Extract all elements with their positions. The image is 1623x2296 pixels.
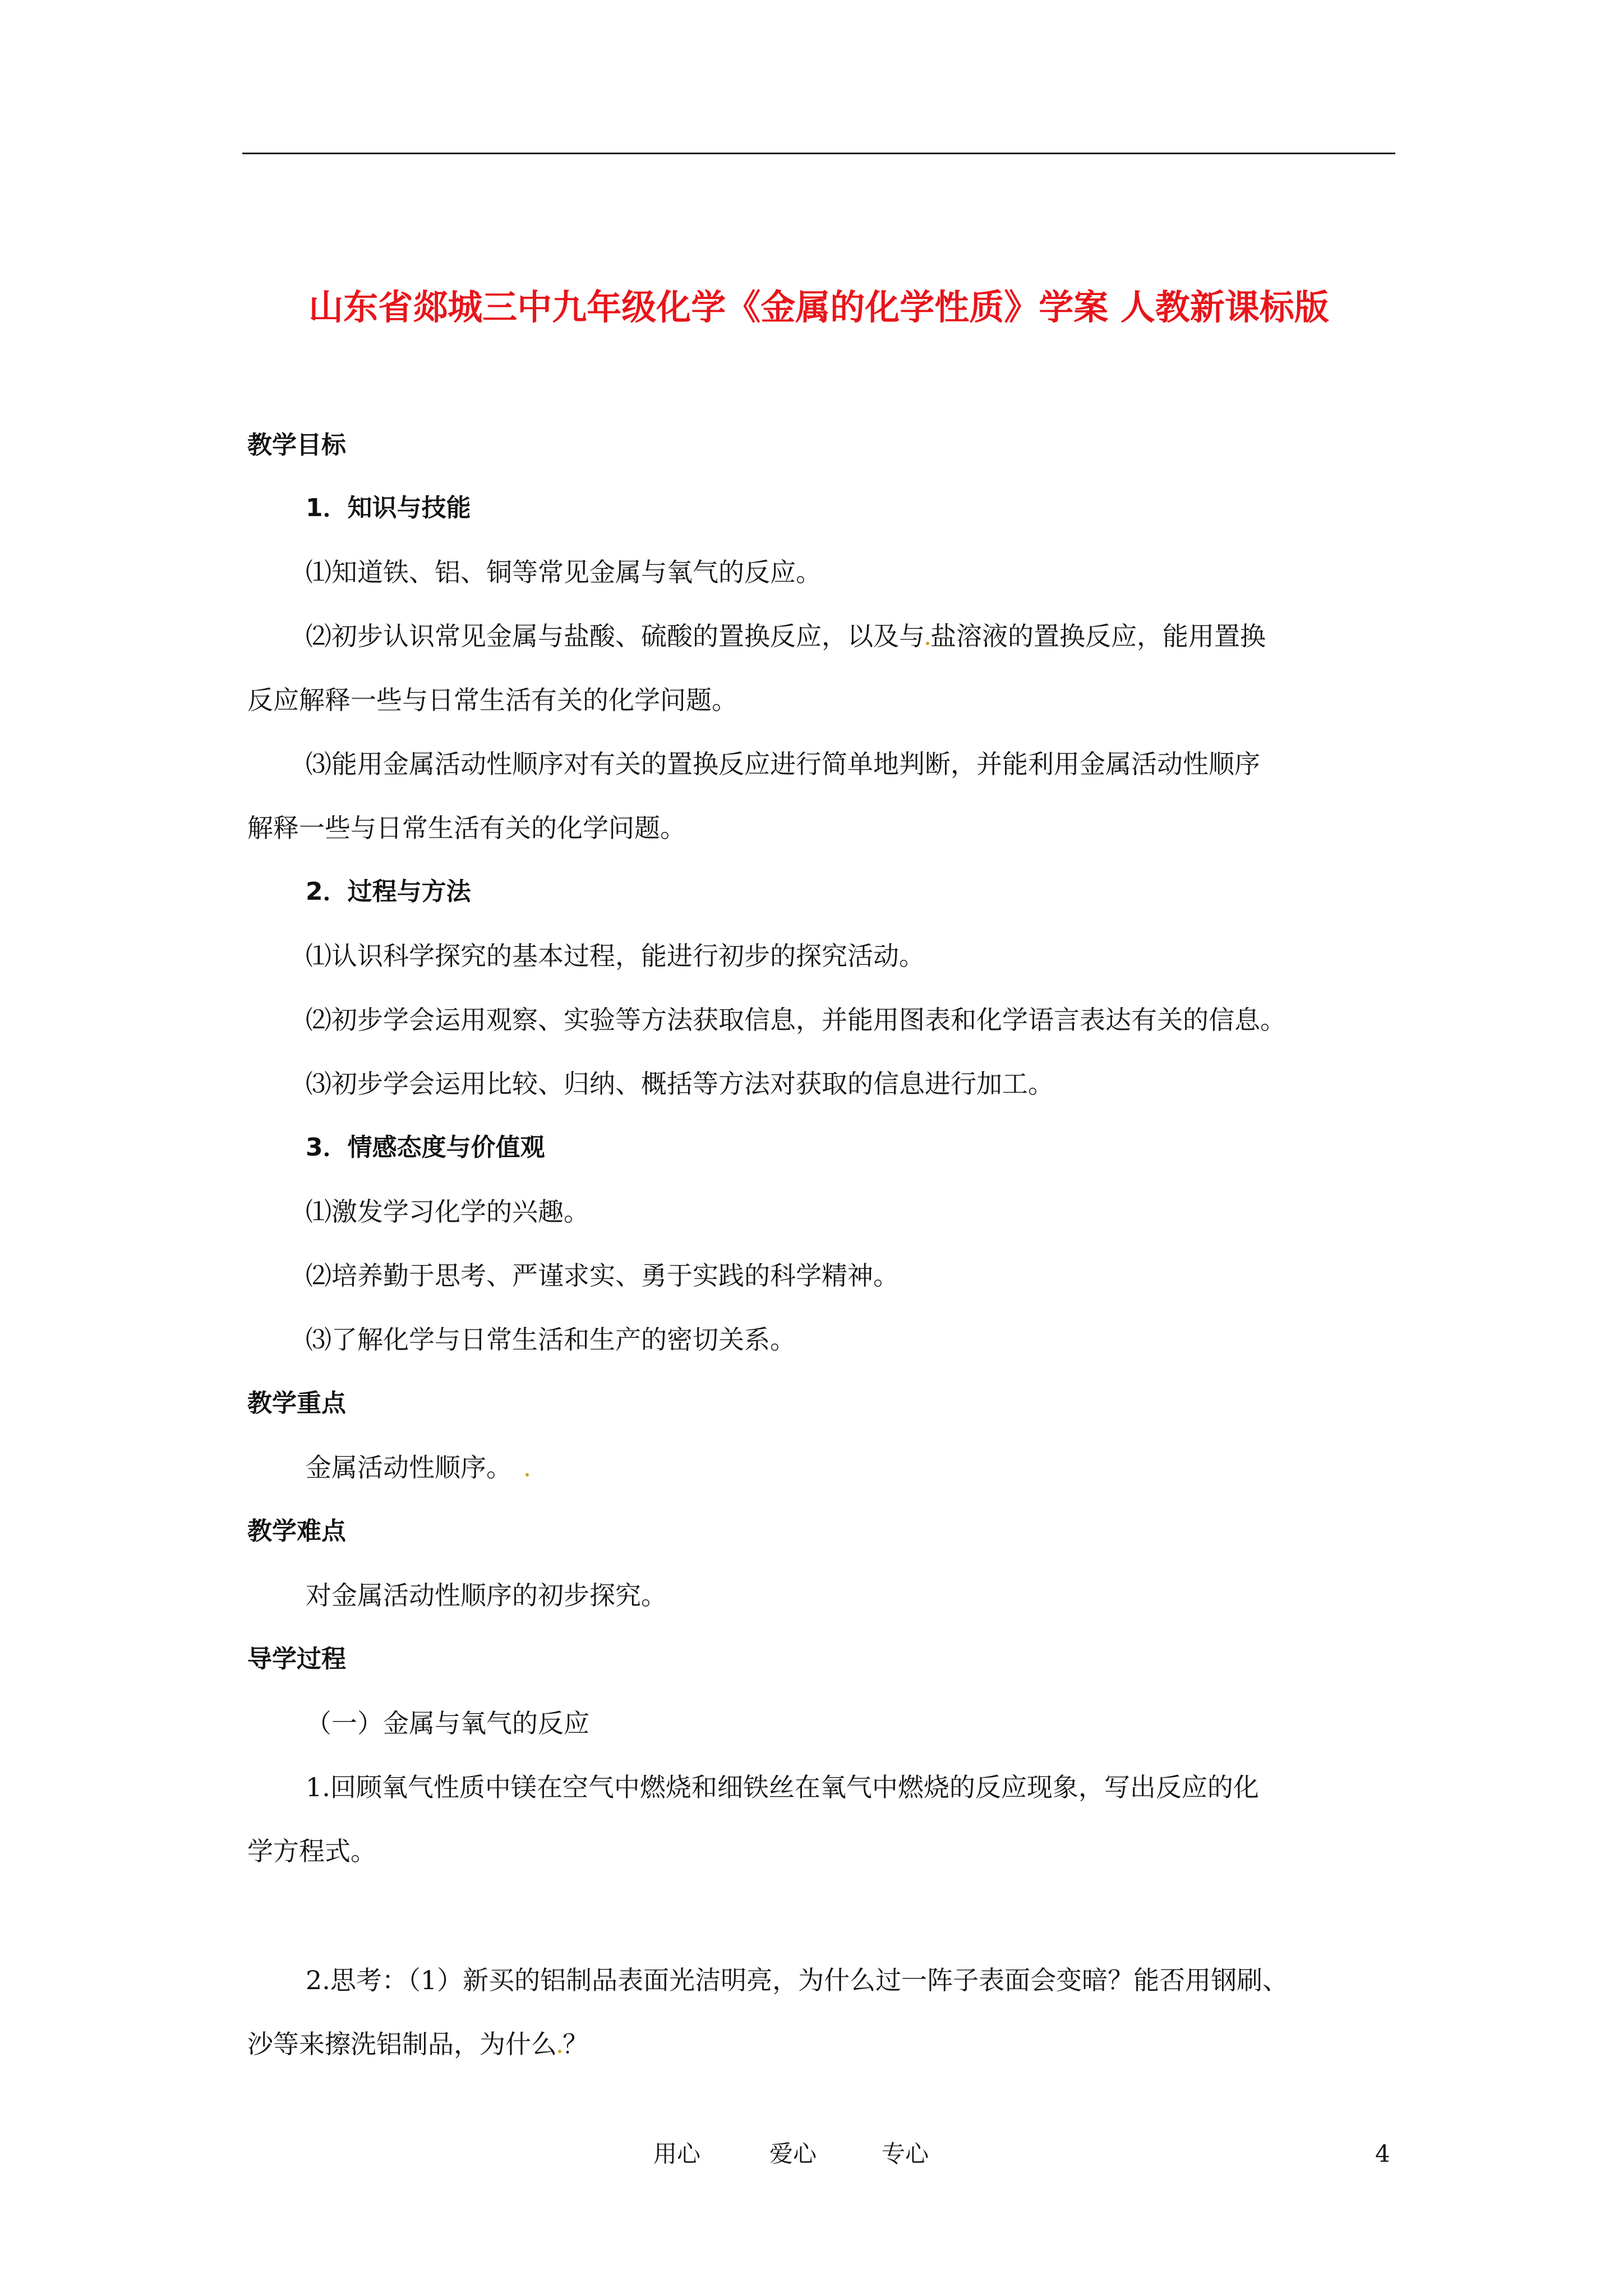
process-item-2: ⑵初步学会运用观察、实验等方法获取信息，并能用图表和化学语言表达有关的信息。 <box>306 1005 1286 1035</box>
heading-knowledge: 1．知识与技能 <box>306 494 471 522</box>
heading-process: 2．过程与方法 <box>306 877 471 906</box>
difficulty-text: 对金属活动性顺序的初步探究。 <box>306 1580 667 1611</box>
knowledge-item-2-continued: 反应解释一些与日常生活有关的化学问题。 <box>247 685 737 715</box>
heading-key-point: 教学重点 <box>247 1389 346 1418</box>
footer-motto-1: 用心 <box>653 2140 701 2168</box>
guide-question-2-continued <box>247 2027 588 2061</box>
document-title: 山东省郯城三中九年级化学《金属的化学性质》学案 人教新课标版 <box>308 287 1329 328</box>
knowledge-item-1: ⑴知道铁、铝、铜等常见金属与氧气的反应。 <box>306 557 822 587</box>
heading-objectives: 教学目标 <box>247 431 346 459</box>
knowledge-item-2 <box>306 619 1266 653</box>
guide-question-1: 1.回顾氧气性质中镁在空气中燃烧和细铁丝在氧气中燃烧的反应现象，写出反应的化 <box>306 1772 1259 1802</box>
attitude-item-2: ⑵培养勤于思考、严谨求实、勇于实践的科学精神。 <box>306 1260 899 1291</box>
source-mark <box>558 2050 561 2053</box>
guide-question-1-continued: 学方程式。 <box>247 1836 376 1866</box>
process-item-1: ⑴认识科学探究的基本过程，能进行初步的探究活动。 <box>306 941 925 971</box>
heading-attitude: 3．情感态度与价值观 <box>306 1133 545 1162</box>
knowledge-item-2-part-a: ⑵初步认识常见金属与盐酸、硫酸的置换反应，以及与 <box>306 621 925 651</box>
page-footer <box>0 2137 1623 2171</box>
knowledge-item-2-part-b: 盐溶液的置换反应，能用置换 <box>930 621 1266 651</box>
footer-motto-3: 专心 <box>882 2140 929 2168</box>
guide-question-2-part-b: 沙等来擦洗铝制品，为什么 <box>247 2029 557 2059</box>
knowledge-item-3-continued: 解释一些与日常生活有关的化学问题。 <box>247 813 686 843</box>
guide-part-1: （一）金属与氧气的反应 <box>306 1708 589 1738</box>
heading-difficulty: 教学难点 <box>247 1517 346 1545</box>
guide-question-2: 2.思考：（1）新买的铝制品表面光洁明亮，为什么过一阵子表面会变暗？能否用钢刷、 <box>306 1965 1289 1995</box>
key-point-text-content: 金属活动性顺序。 <box>306 1452 512 1483</box>
process-item-3: ⑶初步学会运用比较、归纳、概括等方法对获取的信息进行加工。 <box>306 1069 1054 1099</box>
header-rule <box>242 153 1395 154</box>
page-number: 4 <box>1375 2140 1390 2168</box>
source-mark <box>525 1473 529 1476</box>
attitude-item-1: ⑴激发学习化学的兴趣。 <box>306 1197 589 1227</box>
heading-guide: 导学过程 <box>247 1645 346 1673</box>
source-mark <box>926 642 929 645</box>
attitude-item-3: ⑶了解化学与日常生活和生产的密切关系。 <box>306 1324 796 1355</box>
knowledge-item-3: ⑶能用金属活动性顺序对有关的置换反应进行简单地判断，并能利用金属活动性顺序 <box>306 749 1260 779</box>
guide-question-2-part-c: ？ <box>562 2029 588 2059</box>
key-point-text <box>306 1451 530 1484</box>
footer-motto-2: 爱心 <box>769 2140 817 2168</box>
